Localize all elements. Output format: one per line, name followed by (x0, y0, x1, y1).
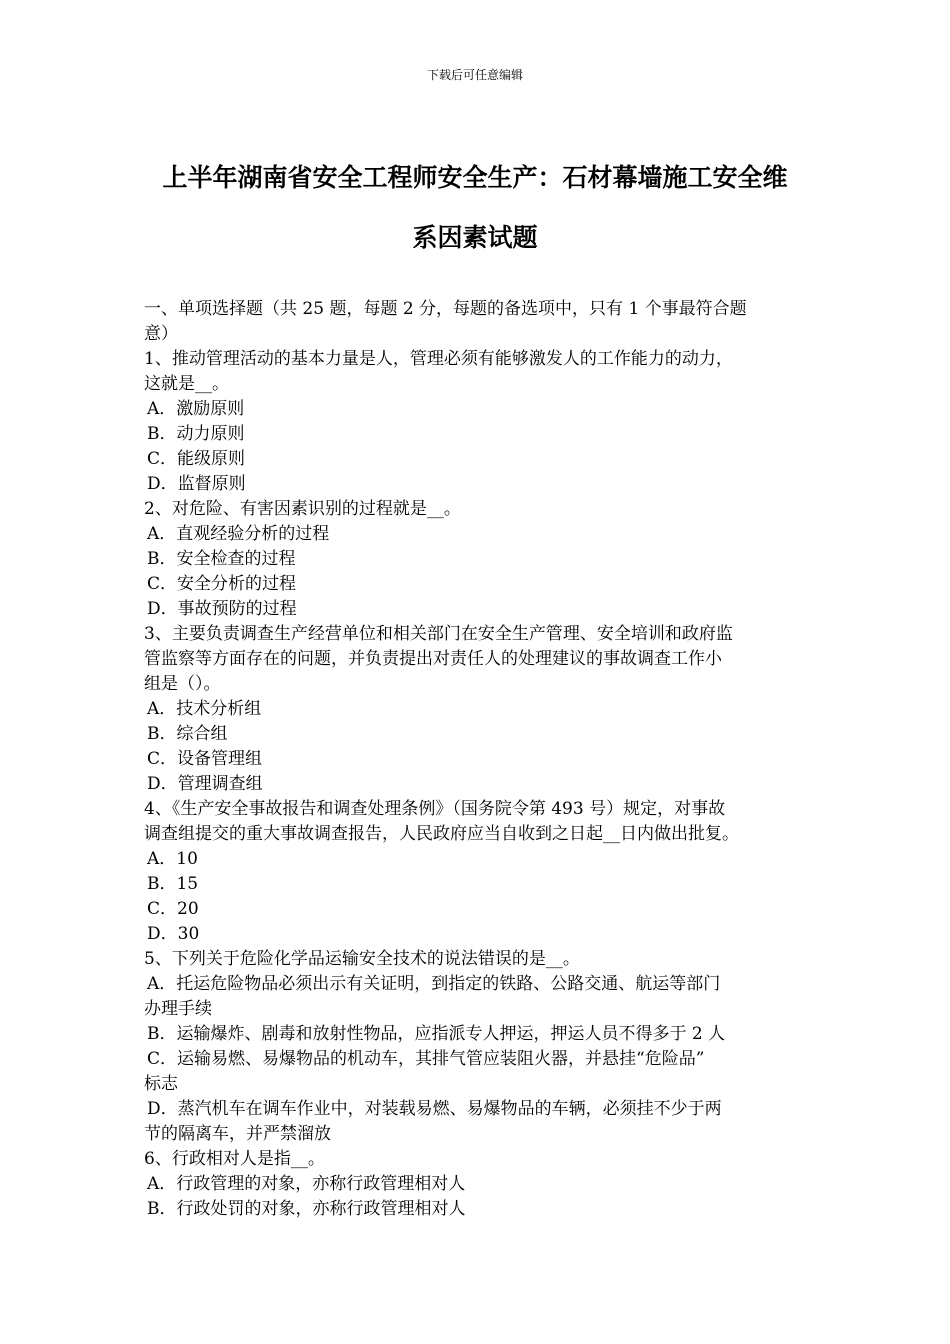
answer-option (144, 772, 816, 797)
answer-option (144, 422, 816, 447)
answer-option-line: B．动力原则 (147, 424, 245, 444)
question-stem-line: 2、对危险、有害因素识别的过程就是__。 (144, 499, 461, 519)
answer-option-line: C．安全分析的过程 (147, 574, 297, 594)
header-note: 下载后可任意编辑 (426, 68, 523, 82)
question-stem-line: 5、下列关于危险化学品运输安全技术的说法错误的是__。 (144, 949, 580, 969)
question (144, 947, 816, 1147)
answer-option (144, 547, 816, 572)
answer-option-line: B．15 (147, 874, 199, 894)
answer-option-line: 办理手续 (144, 999, 212, 1019)
answer-option-line: B．运输爆炸、剧毒和放射性物品，应指派专人押运，押运人员不得多于 2 人 (147, 1024, 726, 1044)
answer-option-line: D．管理调查组 (147, 774, 263, 794)
answer-option (144, 1097, 816, 1147)
answer-option-line: C．能级原则 (147, 449, 246, 469)
answer-option-line: A．托运危险物品必须出示有关证明，到指定的铁路、公路交通、航运等部门 (147, 974, 721, 994)
question-stem-line: 这就是__。 (144, 374, 229, 394)
document-title (130, 148, 820, 268)
answer-option-line: D．30 (147, 924, 200, 944)
question-stem-line: 调查组提交的重大事故调查报告，人民政府应当自收到之日起__日内做出批复。 (144, 824, 739, 844)
answer-option (144, 872, 816, 897)
answer-option-line: 节的隔离车，并严禁溜放 (144, 1124, 331, 1144)
answer-option (144, 1172, 816, 1197)
title-line: 系因素试题 (412, 223, 538, 252)
answer-option (144, 697, 816, 722)
question-stem-line: 6、行政相对人是指__。 (144, 1149, 325, 1169)
answer-option (144, 1047, 816, 1097)
answer-option (144, 1022, 816, 1047)
answer-option-line: A．技术分析组 (147, 699, 262, 719)
answer-option (144, 922, 816, 947)
section-heading (144, 297, 816, 347)
answer-option (144, 447, 816, 472)
answer-option (144, 972, 816, 1022)
answer-option (144, 522, 816, 547)
title-line: 上半年湖南省安全工程师安全生产：石材幕墙施工安全维 (162, 163, 788, 192)
question (144, 797, 816, 947)
answer-option-line: B．安全检查的过程 (147, 549, 296, 569)
question (144, 347, 816, 497)
section-heading-line: 一、单项选择题（共 25 题，每题 2 分，每题的备选项中，只有 1 个事最符合题 (144, 299, 747, 319)
question-list (144, 347, 816, 1222)
question-stem-line: 1、推动管理活动的基本力量是人，管理必须有能够激发人的工作能力的动力， (144, 349, 733, 369)
answer-option (144, 472, 816, 497)
answer-option (144, 597, 816, 622)
answer-option (144, 572, 816, 597)
answer-option-line: D．监督原则 (147, 474, 246, 494)
question (144, 622, 816, 797)
question (144, 497, 816, 622)
answer-option-line: A．激励原则 (147, 399, 245, 419)
answer-option (144, 847, 816, 872)
question-body (144, 297, 816, 1222)
answer-option (144, 397, 816, 422)
answer-option-line: C．运输易燃、易爆物品的机动车，其排气管应装阻火器，并悬挂“危险品” (147, 1049, 705, 1069)
answer-option (144, 722, 816, 747)
answer-option-line: A．直观经验分析的过程 (147, 524, 330, 544)
answer-option-line: A．行政管理的对象，亦称行政管理相对人 (147, 1174, 466, 1194)
question-stem-line: 组是（）。 (144, 674, 221, 694)
question-stem-line: 3、主要负责调查生产经营单位和相关部门在安全生产管理、安全培训和政府监 (144, 624, 733, 644)
answer-option-line: B．行政处罚的对象，亦称行政管理相对人 (147, 1199, 466, 1219)
answer-option-line: D．蒸汽机车在调车作业中，对装载易燃、易爆物品的车辆，必须挂不少于两 (147, 1099, 722, 1119)
question-stem-line: 4、《生产安全事故报告和调查处理条例》（国务院令第 493 号）规定，对事故 (144, 799, 726, 819)
answer-option (144, 1197, 816, 1222)
answer-option-line: A．10 (147, 849, 198, 869)
answer-option-line: D．事故预防的过程 (147, 599, 297, 619)
answer-option-line: C．设备管理组 (147, 749, 263, 769)
answer-option-line: C．20 (147, 899, 199, 919)
question-stem-line: 管监察等方面存在的问题，并负责提出对责任人的处理建议的事故调查工作小 (144, 649, 722, 669)
answer-option-line: 标志 (144, 1074, 178, 1094)
answer-option (144, 897, 816, 922)
section-heading-line: 意） (144, 324, 178, 344)
answer-option-line: B．综合组 (147, 724, 228, 744)
question (144, 1147, 816, 1222)
answer-option (144, 747, 816, 772)
